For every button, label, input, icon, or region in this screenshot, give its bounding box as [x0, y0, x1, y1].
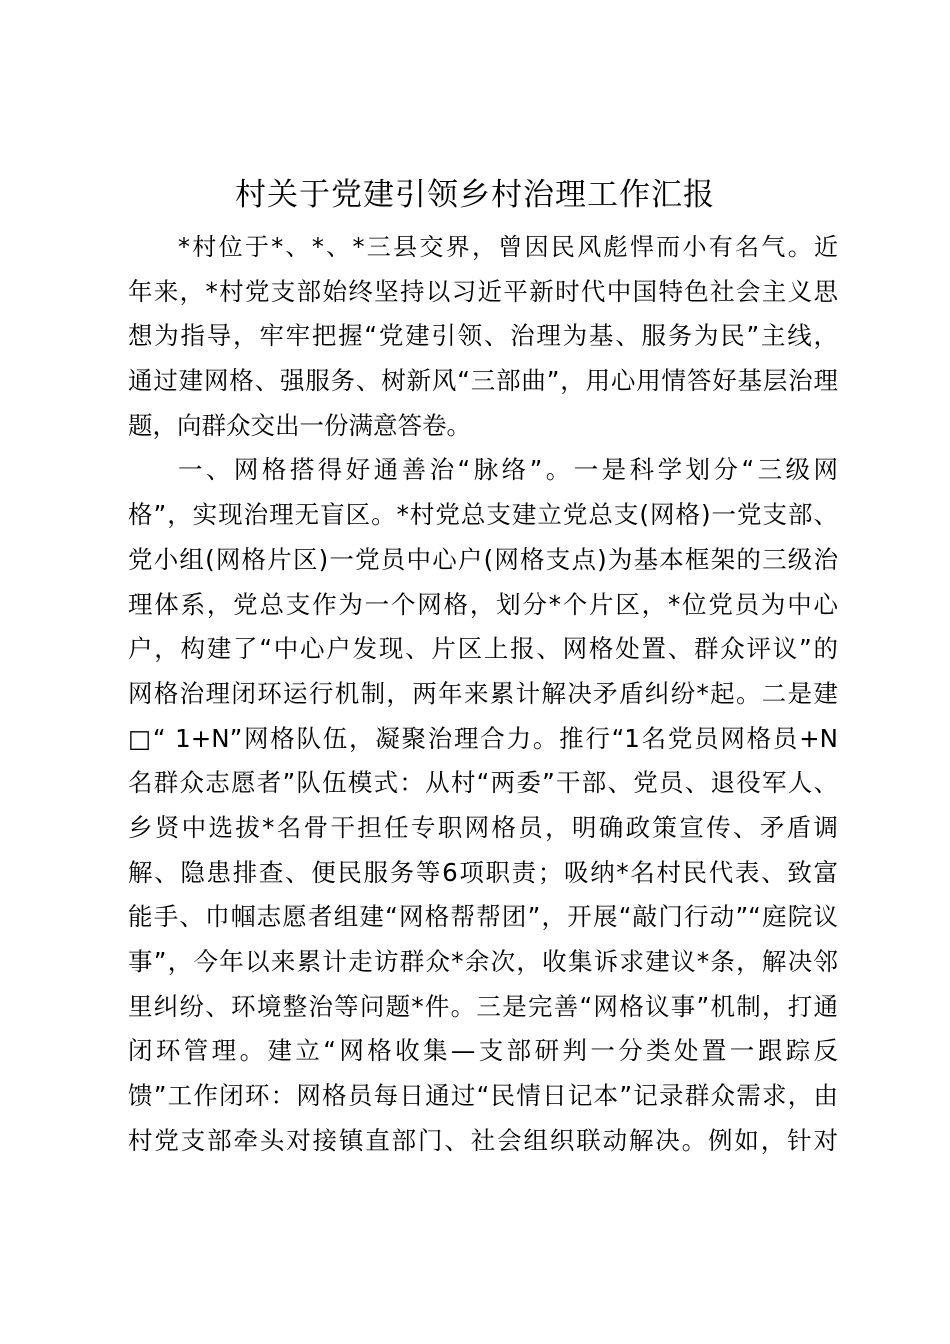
paragraph-line: 题，向群众交出一份满意答卷。: [128, 410, 471, 440]
paragraph-line: 里纠纷、环境整治等问题*件。三是完善“网格议事”机制，打通: [128, 991, 838, 1021]
paragraph-line: 网格治理闭环运行机制，两年来累计解决矛盾纠纷*起。二是建: [128, 678, 838, 708]
paragraph-line: 年来，*村党支部始终坚持以习近平新时代中国特色社会主义思: [128, 276, 838, 306]
paragraph-line: 党小组(网格片区)一党员中心户(网格支点)为基本框架的三级治: [128, 544, 838, 574]
paragraph-line: 乡贤中选拔*名骨干担任专职网格员，明确政策宣传、矛盾调: [128, 812, 838, 842]
paragraph-line: 能手、巾帼志愿者组建“网格帮帮团”，开展“敲门行动”“庭院议: [128, 902, 838, 932]
paragraph-line: □“ 1+N”网格队伍，凝聚治理合力。推行“1名党员网格员+N: [128, 723, 838, 753]
paragraph-intro: [128, 225, 838, 448]
paragraph-section-one: [128, 448, 838, 1163]
paragraph-line: 一、网格搭得好通善治“脉络”。一是科学划分“三级网: [178, 455, 838, 485]
paragraph-line: 村党支部牵头对接镇直部门、社会组织联动解决。例如，针对: [128, 1125, 838, 1155]
paragraph-line: *村位于*、*、*三县交界，曾因民风彪悍而小有名气。近: [178, 233, 838, 261]
paragraph-line: 户，构建了“中心户发现、片区上报、网格处置、群众评议”的: [128, 634, 838, 664]
paragraph-line: 格”，实现治理无盲区。*村党总支建立党总支(网格)一党支部、: [128, 500, 838, 530]
document-body: [128, 225, 838, 1163]
document-title: 村关于党建引领乡村治理工作汇报: [235, 177, 715, 213]
paragraph-line: 解、隐患排查、便民服务等6项职责；吸纳*名村民代表、致富: [128, 857, 838, 887]
paragraph-line: 闭环管理。建立“网格收集—支部研判一分类处置一跟踪反: [128, 1036, 838, 1066]
paragraph-line: 名群众志愿者”队伍模式：从村“两委”干部、党员、退役军人、: [128, 768, 838, 798]
paragraph-line: 事”，今年以来累计走访群众*余次，收集诉求建议*条，解决邻: [128, 947, 838, 976]
paragraph-line: 馈”工作闭环：网格员每日通过“民情日记本”记录群众需求，由: [128, 1081, 838, 1111]
paragraph-line: 想为指导，牢牢把握“党建引领、治理为基、服务为民”主线，: [128, 321, 838, 351]
paragraph-line: 理体系，党总支作为一个网格，划分*个片区，*位党员为中心: [128, 589, 838, 619]
paragraph-line: 通过建网格、强服务、树新风“三部曲”，用心用情答好基层治理: [128, 366, 838, 396]
